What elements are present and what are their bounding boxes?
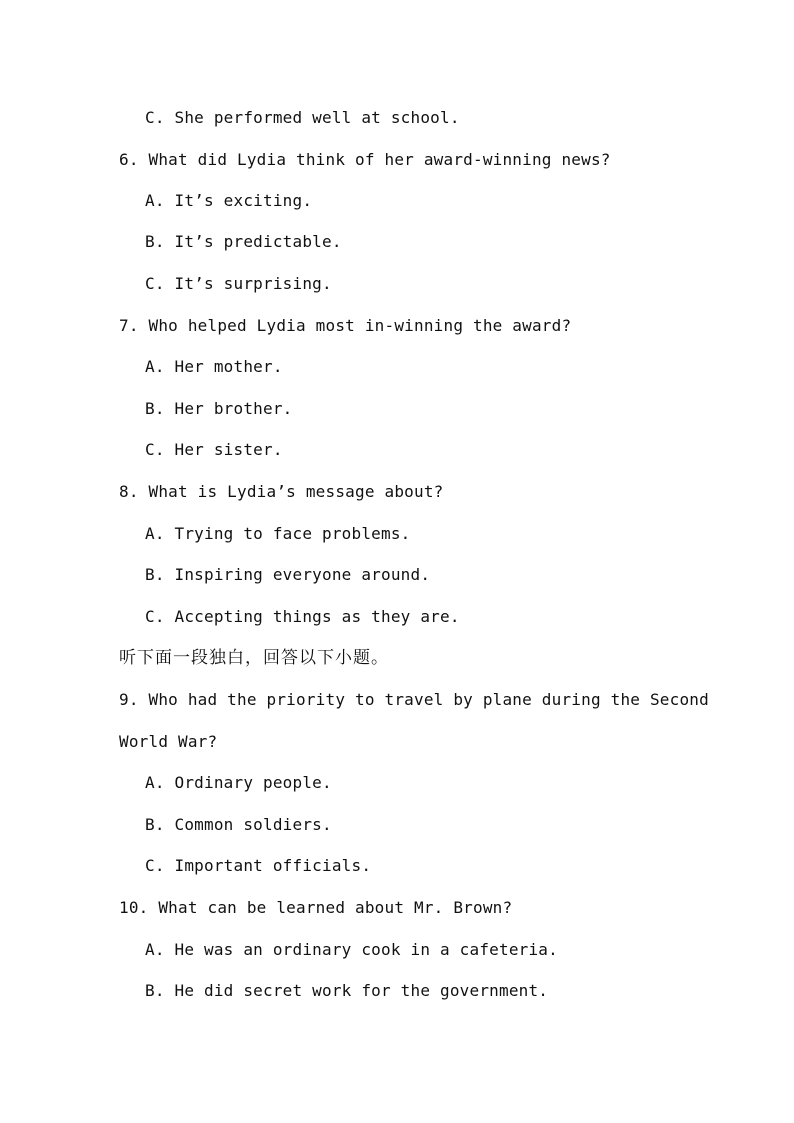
- q7-option-a: A. Her mother.: [145, 357, 283, 376]
- q9-option-a: A. Ordinary people.: [145, 773, 332, 792]
- q9-option-b: B. Common soldiers.: [145, 815, 332, 834]
- question-9-line-1: 9. Who had the priority to travel by plane during the Second: [119, 690, 709, 709]
- q8-option-a: A. Trying to face problems.: [145, 524, 411, 543]
- q6-option-c: C. It’s surprising.: [145, 274, 332, 293]
- question-6: 6. What did Lydia think of her award-winning news?: [119, 150, 611, 169]
- question-7: 7. Who helped Lydia most in-winning the award?: [119, 316, 572, 335]
- q10-option-a: A. He was an ordinary cook in a cafeteria.: [145, 940, 558, 959]
- q7-option-b: B. Her brother.: [145, 399, 293, 418]
- question-8: 8. What is Lydia’s message about?: [119, 482, 444, 501]
- q6-option-b: B. It’s predictable.: [145, 232, 342, 251]
- q7-option-c: C. Her sister.: [145, 440, 283, 459]
- q10-option-b: B. He did secret work for the government.: [145, 981, 549, 1000]
- question-10: 10. What can be learned about Mr. Brown?: [119, 898, 513, 917]
- q9-option-c: C. Important officials.: [145, 856, 372, 875]
- q8-option-c: C. Accepting things as they are.: [145, 607, 460, 626]
- q6-option-a: A. It’s exciting.: [145, 191, 313, 210]
- q8-option-b: B. Inspiring everyone around.: [145, 565, 431, 584]
- q5-option-c: C. She performed well at school.: [145, 108, 460, 127]
- question-9-line-2: World War?: [119, 732, 218, 751]
- section-instruction: 听下面一段独白，回答以下小题。: [119, 648, 389, 668]
